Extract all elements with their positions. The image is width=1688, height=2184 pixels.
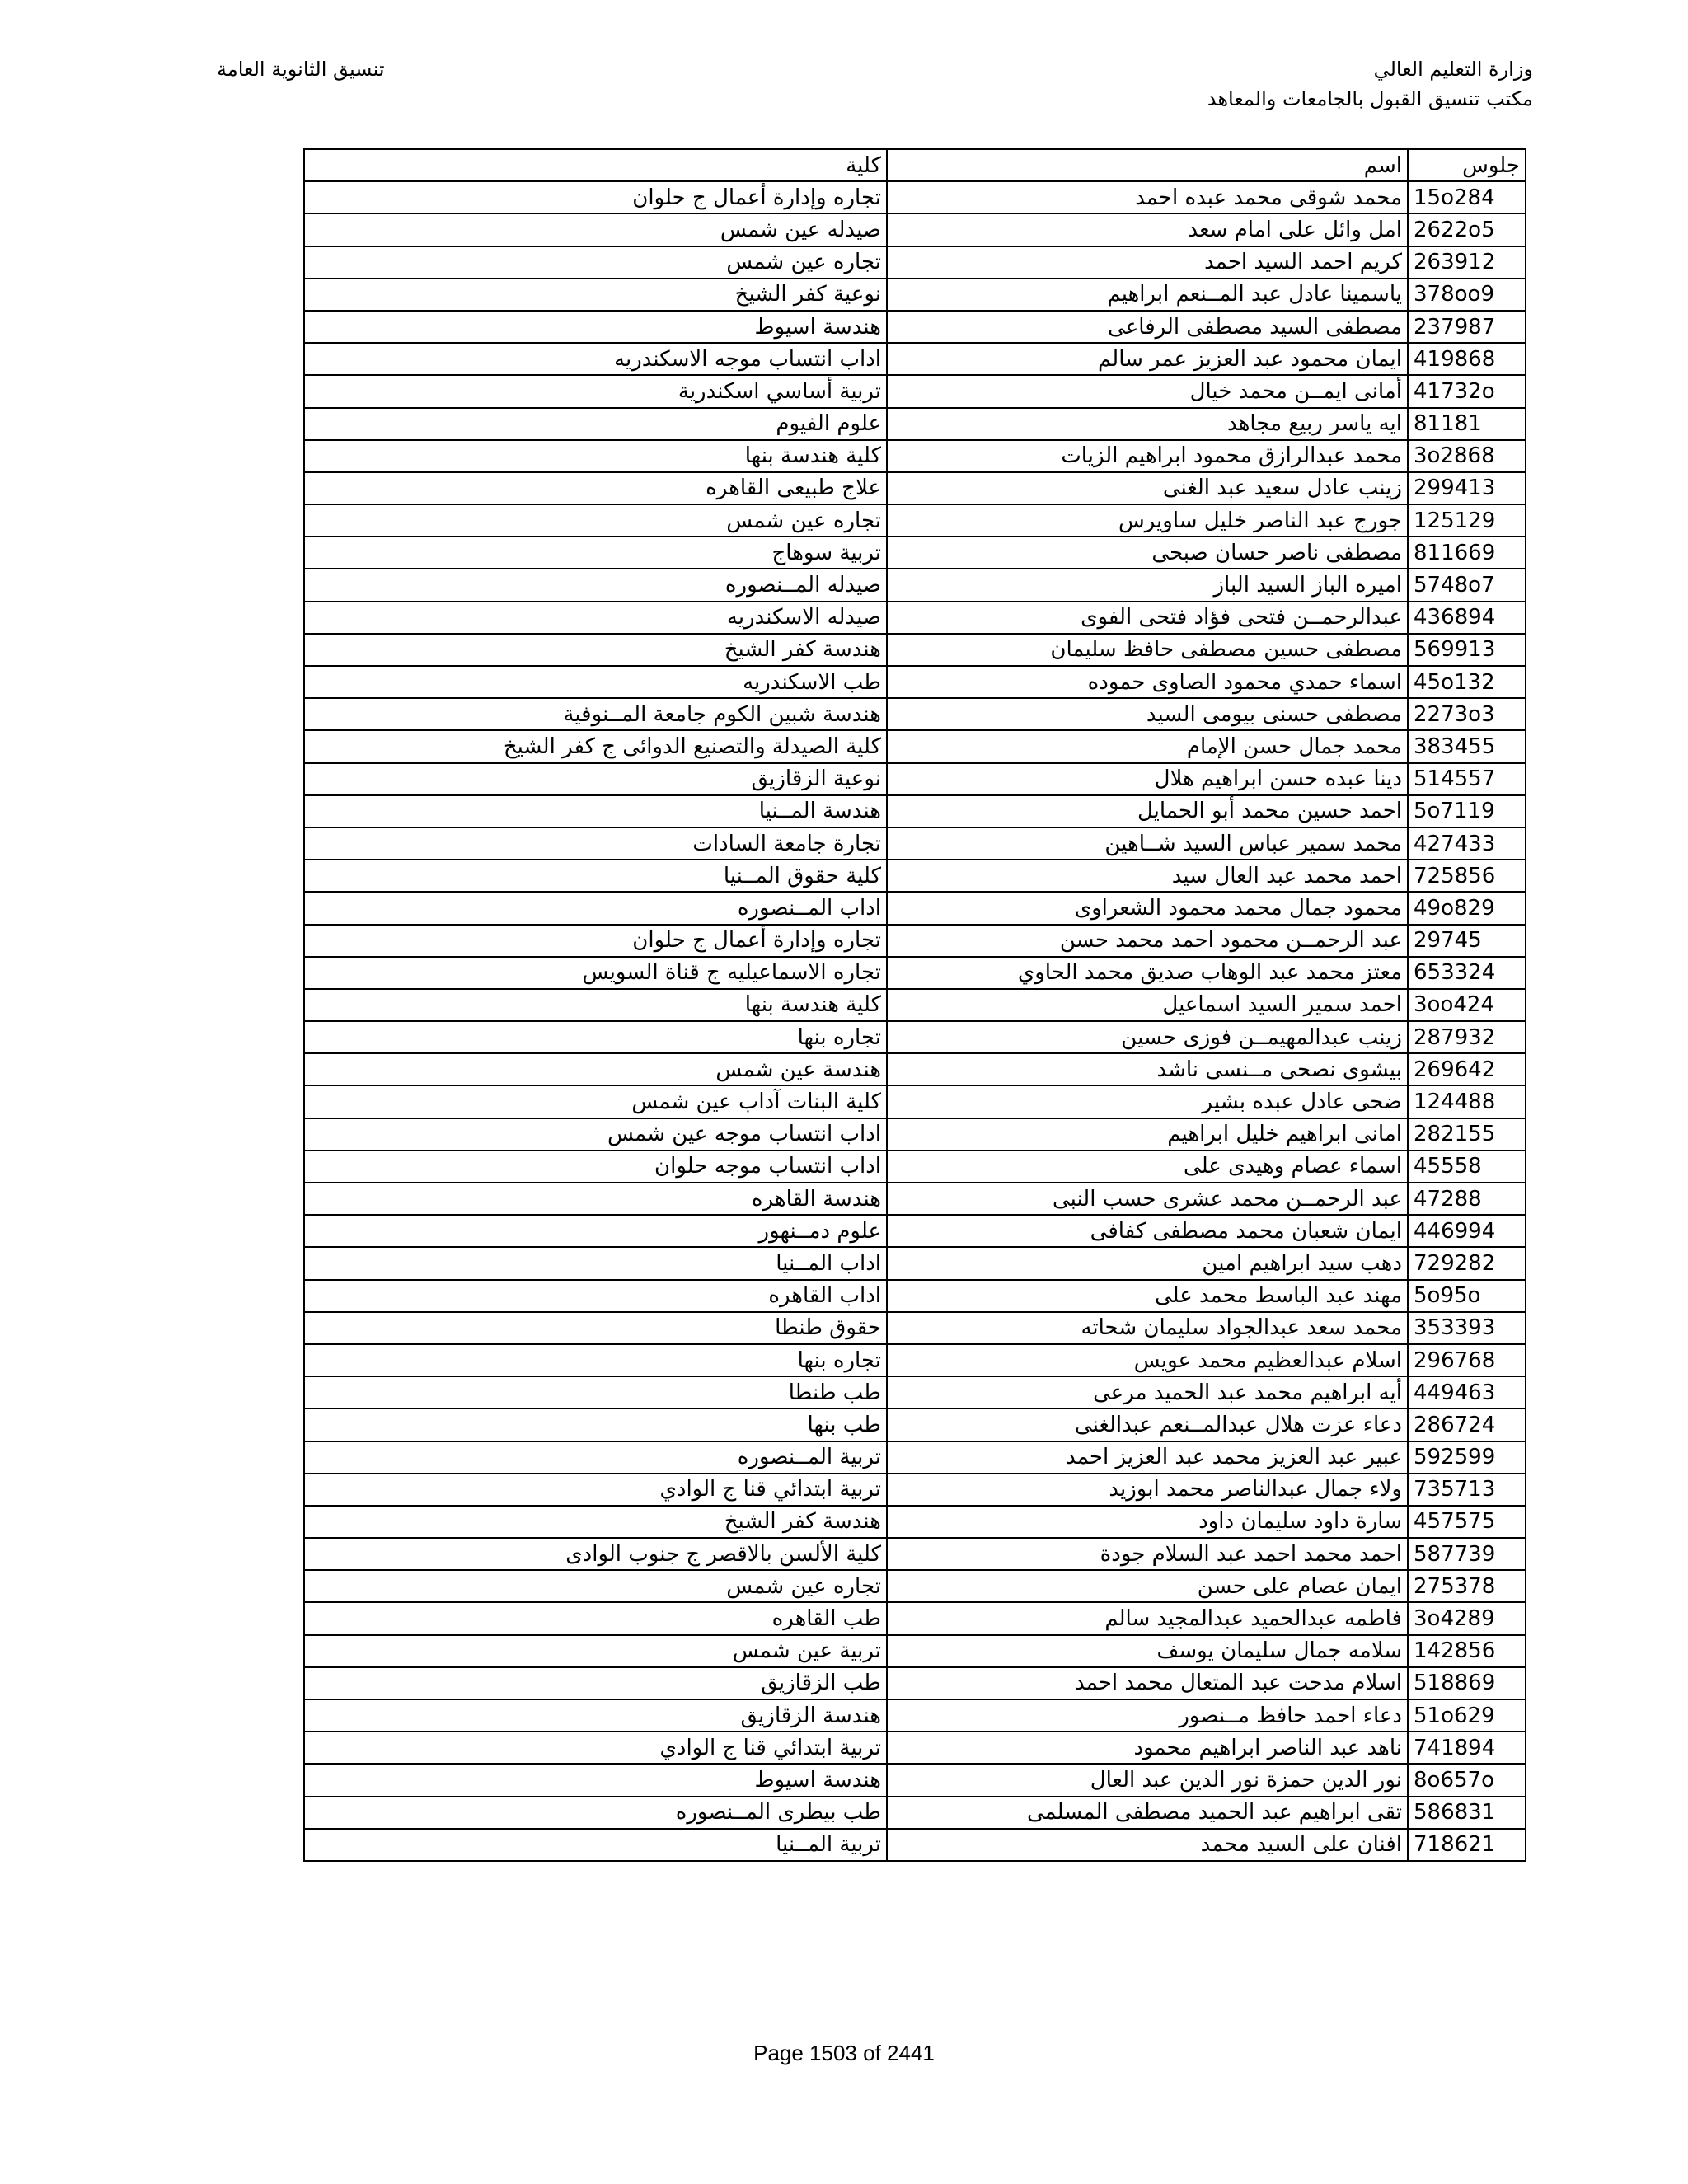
table-row: [304, 925, 1526, 957]
table-row: [304, 343, 1526, 375]
seat-number-cell: 3oo424: [1408, 989, 1526, 1021]
seat-number-cell: 378oo9: [1408, 279, 1526, 311]
student-name-cell: أيه ابراهيم محمد عبد الحميد مرعى: [887, 1376, 1408, 1408]
student-name-cell: دعاء عزت هلال عبدالمــنعم عبدالغنى: [887, 1408, 1408, 1441]
table-header-row: [304, 149, 1526, 181]
student-name-cell: عبد الرحمــن محمد عشرى حسب النبى: [887, 1183, 1408, 1215]
table-row: [304, 1699, 1526, 1732]
seat-number-cell: 45o132: [1408, 666, 1526, 698]
column-header-seat: جلوس: [1408, 149, 1526, 181]
table-row: [304, 569, 1526, 601]
table-row: [304, 537, 1526, 569]
table-row: [304, 1441, 1526, 1474]
student-name-cell: امل وائل على امام سعد: [887, 213, 1408, 246]
table-row: [304, 1732, 1526, 1764]
seat-number-cell: 49o829: [1408, 892, 1526, 924]
faculty-cell: كلية هندسة بنها: [304, 989, 887, 1021]
student-name-cell: كريم احمد السيد احمد: [887, 246, 1408, 279]
student-name-cell: زينب عادل سعيد عبد الغنى: [887, 472, 1408, 504]
seat-number-cell: 5748o7: [1408, 569, 1526, 601]
student-name-cell: ناهد عبد الناصر ابراهيم محمود: [887, 1732, 1408, 1764]
student-name-cell: محمد عبدالرازق محمود ابراهيم الزيات: [887, 440, 1408, 472]
table-row: [304, 827, 1526, 860]
column-header-name: اسم: [887, 149, 1408, 181]
seat-number-cell: 41732o: [1408, 375, 1526, 407]
table-row: [304, 279, 1526, 311]
table-row: [304, 1667, 1526, 1699]
table-row: [304, 1408, 1526, 1441]
faculty-cell: علوم دمــنهور: [304, 1215, 887, 1247]
student-name-cell: محمد سعد عبدالجواد سليمان شحاته: [887, 1312, 1408, 1344]
faculty-cell: اداب انتساب موجه حلوان: [304, 1151, 887, 1183]
ministry-title: وزارة التعليم العالي: [1373, 58, 1533, 81]
student-name-cell: محمود جمال محمد محمود الشعراوى: [887, 892, 1408, 924]
student-name-cell: أمانى ايمــن محمد خيال: [887, 375, 1408, 407]
table-row: [304, 1635, 1526, 1667]
seat-number-cell: 51o629: [1408, 1699, 1526, 1732]
faculty-cell: تربية سوهاج: [304, 537, 887, 569]
faculty-cell: تربية أساسي اسكندرية: [304, 375, 887, 407]
seat-number-cell: 15o284: [1408, 181, 1526, 213]
seat-number-cell: 142856: [1408, 1635, 1526, 1667]
student-name-cell: مصطفى السيد مصطفى الرفاعى: [887, 311, 1408, 343]
seat-number-cell: 5o7119: [1408, 795, 1526, 827]
student-name-cell: ايمان شعبان محمد مصطفى كفافى: [887, 1215, 1408, 1247]
student-name-cell: ضحى عادل عبده بشير: [887, 1085, 1408, 1118]
admissions-table: [303, 148, 1526, 1862]
faculty-cell: هندسة كفر الشيخ: [304, 634, 887, 666]
faculty-cell: تربية المــنصوره: [304, 1441, 887, 1474]
faculty-cell: هندسة القاهره: [304, 1183, 887, 1215]
seat-number-cell: 741894: [1408, 1732, 1526, 1764]
faculty-cell: تجاره وإدارة أعمال ج حلوان: [304, 181, 887, 213]
table-row: [304, 1183, 1526, 1215]
faculty-cell: صيدله المــنصوره: [304, 569, 887, 601]
faculty-cell: صيدله عين شمس: [304, 213, 887, 246]
seat-number-cell: 718621: [1408, 1829, 1526, 1861]
student-name-cell: ايمان عصام على حسن: [887, 1570, 1408, 1602]
student-name-cell: احمد محمد عبد العال سيد: [887, 860, 1408, 892]
table-row: [304, 1053, 1526, 1085]
table-row: [304, 472, 1526, 504]
seat-number-cell: 47288: [1408, 1183, 1526, 1215]
seat-number-cell: 735713: [1408, 1474, 1526, 1506]
student-name-cell: عبد الرحمــن محمود احمد محمد حسن: [887, 925, 1408, 957]
student-name-cell: محمد شوقى محمد عبده احمد: [887, 181, 1408, 213]
table-row: [304, 892, 1526, 924]
faculty-cell: تربية ابتدائي قنا ج الوادي: [304, 1474, 887, 1506]
seat-number-cell: 29745: [1408, 925, 1526, 957]
seat-number-cell: 5o95o: [1408, 1280, 1526, 1312]
faculty-cell: تجاره الاسماعيليه ج قناة السويس: [304, 957, 887, 989]
student-name-cell: مصطفى حسنى بيومى السيد: [887, 698, 1408, 730]
seat-number-cell: 81181: [1408, 408, 1526, 440]
faculty-cell: هندسة الزقازيق: [304, 1699, 887, 1732]
seat-number-cell: 237987: [1408, 311, 1526, 343]
table-row: [304, 1570, 1526, 1602]
table-row: [304, 1085, 1526, 1118]
table-row: [304, 989, 1526, 1021]
student-name-cell: سارة داود سليمان داود: [887, 1506, 1408, 1538]
student-name-cell: معتز محمد عبد الوهاب صديق محمد الحاوي: [887, 957, 1408, 989]
table-row: [304, 375, 1526, 407]
table-row: [304, 408, 1526, 440]
seat-number-cell: 299413: [1408, 472, 1526, 504]
seat-number-cell: 592599: [1408, 1441, 1526, 1474]
faculty-cell: تربية ابتدائي قنا ج الوادي: [304, 1732, 887, 1764]
faculty-cell: كلية حقوق المــنيا: [304, 860, 887, 892]
seat-number-cell: 125129: [1408, 504, 1526, 537]
table-row: [304, 1344, 1526, 1376]
seat-number-cell: 124488: [1408, 1085, 1526, 1118]
seat-number-cell: 653324: [1408, 957, 1526, 989]
table-row: [304, 440, 1526, 472]
seat-number-cell: 569913: [1408, 634, 1526, 666]
seat-number-cell: 275378: [1408, 1570, 1526, 1602]
faculty-cell: هندسة شبين الكوم جامعة المــنوفية: [304, 698, 887, 730]
table-row: [304, 1764, 1526, 1796]
faculty-cell: طب الاسكندريه: [304, 666, 887, 698]
student-name-cell: دهب سيد ابراهيم امين: [887, 1247, 1408, 1279]
faculty-cell: كلية الألسن بالاقصر ج جنوب الوادى: [304, 1538, 887, 1570]
student-name-cell: عبدالرحمــن فتحى فؤاد فتحى الفوى: [887, 602, 1408, 634]
student-name-cell: اسماء حمدي محمود الصاوى حموده: [887, 666, 1408, 698]
student-name-cell: افنان على السيد محمد: [887, 1829, 1408, 1861]
table-row: [304, 504, 1526, 537]
table-row: [304, 1376, 1526, 1408]
table-row: [304, 311, 1526, 343]
table-row: [304, 1151, 1526, 1183]
student-name-cell: امانى ابراهيم خليل ابراهيم: [887, 1118, 1408, 1151]
seat-number-cell: 286724: [1408, 1408, 1526, 1441]
table-row: [304, 1474, 1526, 1506]
student-name-cell: ولاء جمال عبدالناصر محمد ابوزيد: [887, 1474, 1408, 1506]
faculty-cell: طب طنطا: [304, 1376, 887, 1408]
seat-number-cell: 45558: [1408, 1151, 1526, 1183]
table-row: [304, 763, 1526, 795]
table-row: [304, 1312, 1526, 1344]
seat-number-cell: 2273o3: [1408, 698, 1526, 730]
seat-number-cell: 419868: [1408, 343, 1526, 375]
seat-number-cell: 296768: [1408, 1344, 1526, 1376]
table-row: [304, 1021, 1526, 1053]
seat-number-cell: 586831: [1408, 1797, 1526, 1829]
faculty-cell: طب الزقازيق: [304, 1667, 887, 1699]
table-row: [304, 795, 1526, 827]
student-name-cell: بيشوى نصحى مــنسى ناشد: [887, 1053, 1408, 1085]
seat-number-cell: 8o657o: [1408, 1764, 1526, 1796]
table-row: [304, 213, 1526, 246]
seat-number-cell: 436894: [1408, 602, 1526, 634]
faculty-cell: هندسة كفر الشيخ: [304, 1506, 887, 1538]
seat-number-cell: 282155: [1408, 1118, 1526, 1151]
faculty-cell: صيدله الاسكندريه: [304, 602, 887, 634]
seat-number-cell: 3o4289: [1408, 1602, 1526, 1634]
faculty-cell: طب بيطرى المــنصوره: [304, 1797, 887, 1829]
office-title: مكتب تنسيق القبول بالجامعات والمعاهد: [1207, 87, 1533, 110]
table-row: [304, 1506, 1526, 1538]
faculty-cell: تربية عين شمس: [304, 1635, 887, 1667]
table-row: [304, 1215, 1526, 1247]
table-row: [304, 730, 1526, 762]
faculty-cell: علوم الفيوم: [304, 408, 887, 440]
program-title: تنسيق الثانوية العامة: [217, 58, 385, 81]
student-name-cell: عبير عبد العزيز محمد عبد العزيز احمد: [887, 1441, 1408, 1474]
faculty-cell: هندسة المــنيا: [304, 795, 887, 827]
student-name-cell: ايمان محمود عبد العزيز عمر سالم: [887, 343, 1408, 375]
student-name-cell: اسماء عصام وهيدى على: [887, 1151, 1408, 1183]
student-name-cell: دينا عبده حسن ابراهيم هلال: [887, 763, 1408, 795]
header-right-block: [1207, 54, 1533, 114]
seat-number-cell: 3o2868: [1408, 440, 1526, 472]
seat-number-cell: 457575: [1408, 1506, 1526, 1538]
seat-number-cell: 446994: [1408, 1215, 1526, 1247]
faculty-cell: حقوق طنطا: [304, 1312, 887, 1344]
faculty-cell: تجاره بنها: [304, 1344, 887, 1376]
faculty-cell: علاج طبيعى القاهره: [304, 472, 887, 504]
faculty-cell: طب بنها: [304, 1408, 887, 1441]
seat-number-cell: 518869: [1408, 1667, 1526, 1699]
student-name-cell: زينب عبدالمهيمــن فوزى حسين: [887, 1021, 1408, 1053]
seat-number-cell: 811669: [1408, 537, 1526, 569]
faculty-cell: تجاره بنها: [304, 1021, 887, 1053]
student-name-cell: احمد سمير السيد اسماعيل: [887, 989, 1408, 1021]
page-number: Page 1503 of 2441: [753, 2041, 935, 2065]
seat-number-cell: 287932: [1408, 1021, 1526, 1053]
faculty-cell: تجاره عين شمس: [304, 504, 887, 537]
student-name-cell: محمد جمال حسن الإمام: [887, 730, 1408, 762]
table-body: [304, 181, 1526, 1861]
faculty-cell: تجارة جامعة السادات: [304, 827, 887, 860]
student-name-cell: تقى ابراهيم عبد الحميد مصطفى المسلمى: [887, 1797, 1408, 1829]
student-name-cell: محمد سمير عباس السيد شــاهين: [887, 827, 1408, 860]
faculty-cell: اداب المــنيا: [304, 1247, 887, 1279]
table-row: [304, 1538, 1526, 1570]
table-row: [304, 1829, 1526, 1861]
student-name-cell: احمد محمد احمد عبد السلام جودة: [887, 1538, 1408, 1570]
faculty-cell: كلية هندسة بنها: [304, 440, 887, 472]
faculty-cell: هندسة اسيوط: [304, 311, 887, 343]
student-name-cell: ياسمينا عادل عبد المــنعم ابراهيم: [887, 279, 1408, 311]
faculty-cell: هندسة عين شمس: [304, 1053, 887, 1085]
faculty-cell: نوعية الزقازيق: [304, 763, 887, 795]
table-row: [304, 1280, 1526, 1312]
student-name-cell: سلامه جمال سليمان يوسف: [887, 1635, 1408, 1667]
seat-number-cell: 729282: [1408, 1247, 1526, 1279]
faculty-cell: طب القاهره: [304, 1602, 887, 1634]
table-row: [304, 634, 1526, 666]
column-header-faculty: كلية: [304, 149, 887, 181]
student-name-cell: دعاء احمد حافظ مــنصور: [887, 1699, 1408, 1732]
seat-number-cell: 514557: [1408, 763, 1526, 795]
student-name-cell: جورج عبد الناصر خليل ساويرس: [887, 504, 1408, 537]
table-row: [304, 698, 1526, 730]
faculty-cell: اداب انتساب موجه الاسكندريه: [304, 343, 887, 375]
table-row: [304, 1797, 1526, 1829]
student-name-cell: مهند عبد الباسط محمد على: [887, 1280, 1408, 1312]
seat-number-cell: 587739: [1408, 1538, 1526, 1570]
student-name-cell: اسلام عبدالعظيم محمد عويس: [887, 1344, 1408, 1376]
student-name-cell: نور الدين حمزة نور الدين عبد العال: [887, 1764, 1408, 1796]
faculty-cell: اداب انتساب موجه عين شمس: [304, 1118, 887, 1151]
table-row: [304, 1602, 1526, 1634]
faculty-cell: هندسة اسيوط: [304, 1764, 887, 1796]
table-row: [304, 181, 1526, 213]
table-row: [304, 860, 1526, 892]
seat-number-cell: 383455: [1408, 730, 1526, 762]
table-row: [304, 1247, 1526, 1279]
table-row: [304, 666, 1526, 698]
seat-number-cell: 263912: [1408, 246, 1526, 279]
student-name-cell: مصطفى حسين مصطفى حافظ سليمان: [887, 634, 1408, 666]
seat-number-cell: 725856: [1408, 860, 1526, 892]
faculty-cell: تجاره عين شمس: [304, 246, 887, 279]
faculty-cell: تربية المــنيا: [304, 1829, 887, 1861]
faculty-cell: نوعية كفر الشيخ: [304, 279, 887, 311]
student-name-cell: احمد حسين محمد أبو الحمايل: [887, 795, 1408, 827]
student-name-cell: اميره الباز السيد الباز: [887, 569, 1408, 601]
seat-number-cell: 449463: [1408, 1376, 1526, 1408]
faculty-cell: كلية البنات آداب عين شمس: [304, 1085, 887, 1118]
seat-number-cell: 2622o5: [1408, 213, 1526, 246]
seat-number-cell: 427433: [1408, 827, 1526, 860]
faculty-cell: اداب القاهره: [304, 1280, 887, 1312]
faculty-cell: تجاره عين شمس: [304, 1570, 887, 1602]
student-name-cell: فاطمه عبدالحميد عبدالمجيد سالم: [887, 1602, 1408, 1634]
table-row: [304, 246, 1526, 279]
table-row: [304, 602, 1526, 634]
faculty-cell: كلية الصيدلة والتصنيع الدوائى ج كفر الشيخ: [304, 730, 887, 762]
student-name-cell: اسلام مدحت عبد المتعال محمد احمد: [887, 1667, 1408, 1699]
seat-number-cell: 269642: [1408, 1053, 1526, 1085]
seat-number-cell: 353393: [1408, 1312, 1526, 1344]
student-name-cell: ايه ياسر ربيع مجاهد: [887, 408, 1408, 440]
faculty-cell: اداب المــنصوره: [304, 892, 887, 924]
table-row: [304, 1118, 1526, 1151]
faculty-cell: تجاره وإدارة أعمال ج حلوان: [304, 925, 887, 957]
table-row: [304, 957, 1526, 989]
student-name-cell: مصطفى ناصر حسان صبحى: [887, 537, 1408, 569]
